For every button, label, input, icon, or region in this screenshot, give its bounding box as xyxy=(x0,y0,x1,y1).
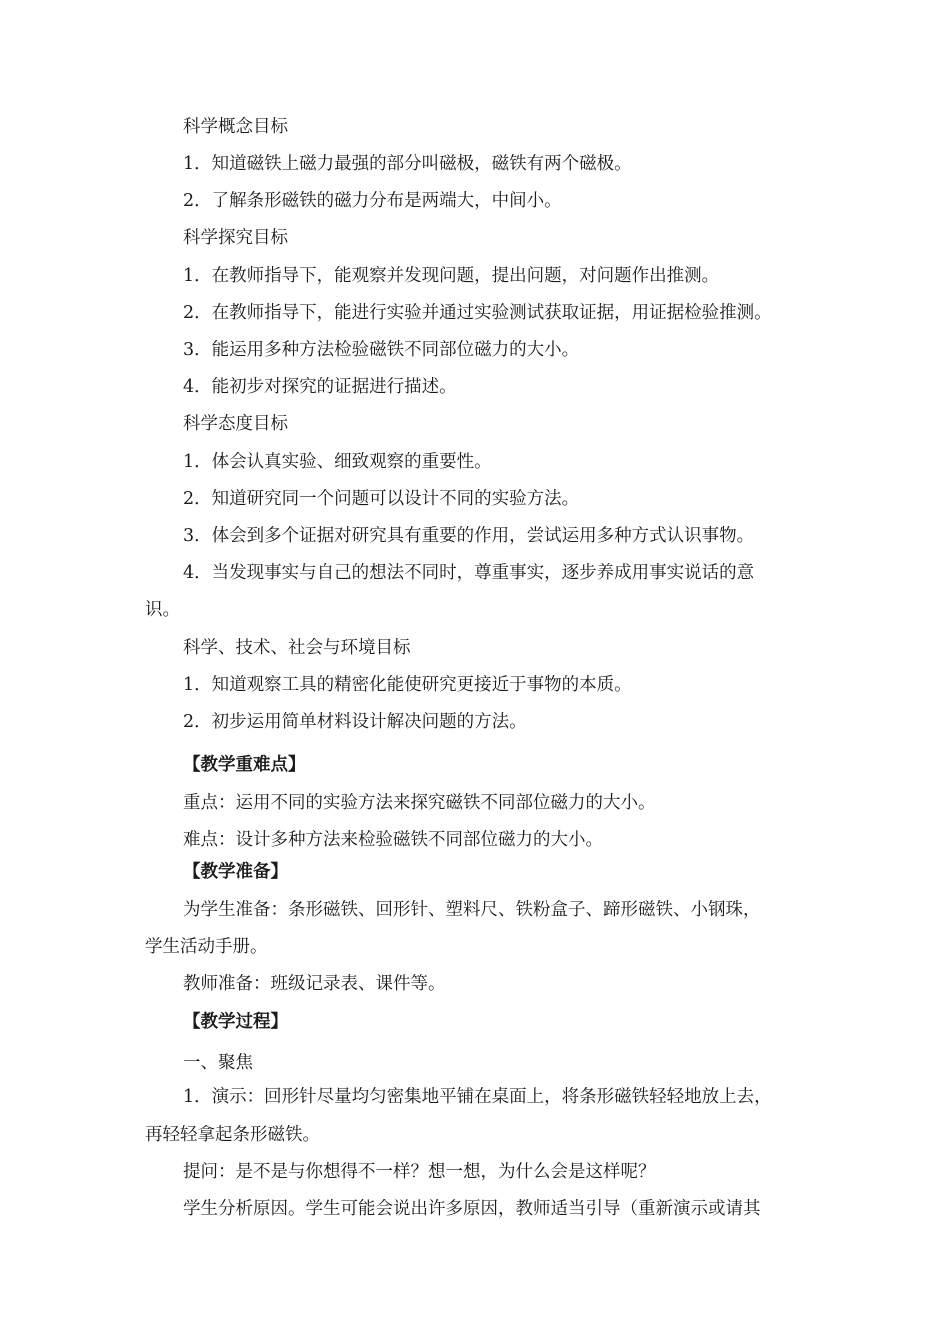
paragraph-line: 再轻轻拿起条形磁铁。 xyxy=(145,1125,320,1145)
paragraph-line: 识。 xyxy=(145,600,180,620)
section-heading-concept: 科学概念目标 xyxy=(183,117,288,137)
paragraph-line: 1．演示：回形针尽量均匀密集地平铺在桌面上，将条形磁铁轻轻地放上去， xyxy=(183,1087,772,1107)
paragraph-line: 难点：设计多种方法来检验磁铁不同部位磁力的大小。 xyxy=(183,830,603,850)
section-heading-key-points: 【教学重难点】 xyxy=(183,755,306,775)
paragraph-line: 2．在教师指导下，能进行实验并通过实验测试获取证据，用证据检验推测。 xyxy=(183,303,772,323)
section-heading-preparation: 【教学准备】 xyxy=(183,862,288,882)
paragraph-line: 1．在教师指导下，能观察并发现问题，提出问题，对问题作出推测。 xyxy=(183,266,720,286)
section-heading-stse: 科学、技术、社会与环境目标 xyxy=(183,638,411,658)
paragraph-line: 1．知道磁铁上磁力最强的部分叫磁极，磁铁有两个磁极。 xyxy=(183,154,632,174)
paragraph-line: 教师准备：班级记录表、课件等。 xyxy=(183,974,446,994)
paragraph-line: 3．体会到多个证据对研究具有重要的作用，尝试运用多种方式认识事物。 xyxy=(183,526,755,546)
section-heading-process: 【教学过程】 xyxy=(183,1012,288,1032)
paragraph-line: 重点：运用不同的实验方法来探究磁铁不同部位磁力的大小。 xyxy=(183,793,656,813)
paragraph-line: 学生分析原因。学生可能会说出许多原因，教师适当引导（重新演示或请其 xyxy=(183,1199,761,1219)
paragraph-line: 提问：是不是与你想得不一样？想一想，为什么会是这样呢？ xyxy=(183,1162,656,1182)
paragraph-line: 为学生准备：条形磁铁、回形针、塑料尺、铁粉盒子、蹄形磁铁、小钢珠， xyxy=(183,900,761,920)
paragraph-line: 1．体会认真实验、细致观察的重要性。 xyxy=(183,452,492,472)
paragraph-line: 3．能运用多种方法检验磁铁不同部位磁力的大小。 xyxy=(183,340,580,360)
paragraph-line: 4．能初步对探究的证据进行描述。 xyxy=(183,377,457,397)
paragraph-line: 1．知道观察工具的精密化能使研究更接近于事物的本质。 xyxy=(183,675,632,695)
section-heading-attitude: 科学态度目标 xyxy=(183,414,288,434)
paragraph-line: 2．知道研究同一个问题可以设计不同的实验方法。 xyxy=(183,489,580,509)
paragraph-line: 4．当发现事实与自己的想法不同时，尊重事实，逐步养成用事实说话的意 xyxy=(183,563,755,583)
paragraph-line: 学生活动手册。 xyxy=(145,937,268,957)
subsection-heading-focus: 一、聚焦 xyxy=(183,1053,253,1073)
paragraph-line: 2．了解条形磁铁的磁力分布是两端大，中间小。 xyxy=(183,191,562,211)
section-heading-inquiry: 科学探究目标 xyxy=(183,228,288,248)
paragraph-line: 2．初步运用简单材料设计解决问题的方法。 xyxy=(183,712,527,732)
